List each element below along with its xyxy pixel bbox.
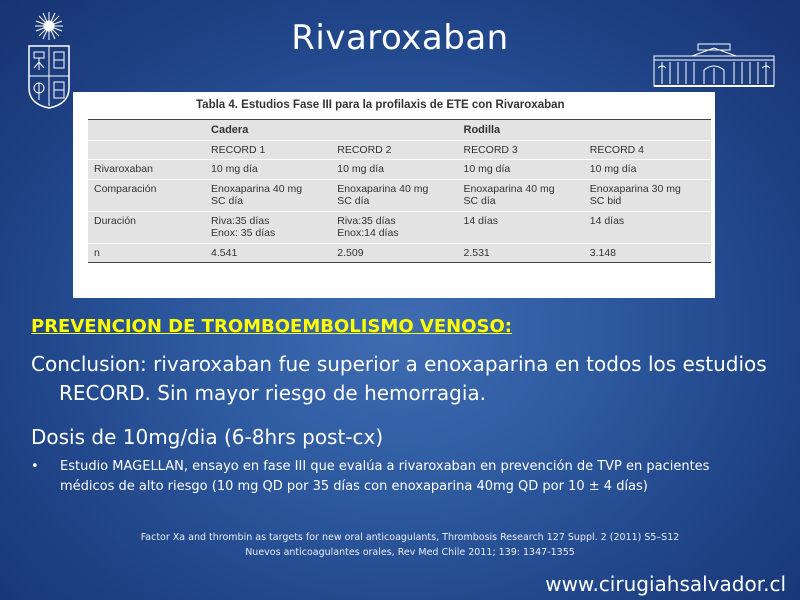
table-group-header-row [88, 120, 711, 140]
table-cell: Comparación [88, 179, 206, 211]
table-cell: Duración [88, 211, 206, 243]
table-header-cell: RECORD 4 [585, 140, 711, 160]
table-cell: Enoxaparina 40 mg SC día [459, 179, 585, 211]
table-header-cell [585, 120, 711, 140]
conclusion-text: Conclusion: rivaroxaban fue superior a enoxaparina en todos los estudios RECORD. Sin mayor riesgo de hemorragia. [31, 352, 767, 405]
table-cell: 4.541 [206, 243, 332, 263]
table-cell: 2.509 [332, 243, 458, 263]
table-cell: 10 mg día [585, 160, 711, 180]
table-header-cell: Cadera [211, 124, 249, 136]
table-cell: Enoxaparina 30 mg SC bid [585, 179, 711, 211]
table-header-cell: RECORD 3 [459, 140, 585, 160]
list-item [31, 457, 743, 497]
table-cell: Riva:35 días Enox:14 días [332, 211, 458, 243]
magellan-text: Estudio MAGELLAN, ensayo en fase III que evalúa a rivaroxaban en prevención de TVP en pacientes médicos de alto riesgo (10 mg QD por 35 días con enoxaparina 40mg QD por 10 ± 4 días) [60, 459, 710, 494]
bullet-marker: • [31, 459, 39, 474]
table-study-header-row [88, 140, 711, 160]
table-cell: 14 días [585, 211, 711, 243]
studies-table-figure [73, 92, 715, 298]
table-cell: 10 mg día [332, 160, 458, 180]
slide-title: Rivaroxaban [291, 18, 509, 58]
table-header-cell: RECORD 1 [206, 140, 332, 160]
table-row [88, 243, 711, 263]
reference-line: Factor Xa and thrombin as targets for new oral anticoagulants, Thrombosis Research 127 Suppl. 2 (2011) S5–S12 [140, 532, 680, 543]
table-header-cell [88, 140, 206, 160]
dose-text: Dosis de 10mg/dia (6-8hrs post-cx) [31, 425, 384, 449]
studies-table [88, 119, 711, 263]
table-header-cell: RECORD 2 [332, 140, 458, 160]
table-cell: n [88, 243, 206, 263]
table-row [88, 160, 711, 180]
references [60, 530, 760, 560]
website-url: www.cirugiahsalvador.cl [545, 572, 786, 596]
table-row [88, 179, 711, 211]
table-header-cell: Rodilla [463, 124, 501, 136]
table-header-cell [332, 120, 458, 140]
table-cell: Enoxaparina 40 mg SC día [206, 179, 332, 211]
table-caption: Tabla 4. Estudios Fase III para la profilaxis de ETE con Rivaroxaban [196, 99, 565, 111]
section-heading: PREVENCION DE TROMBOEMBOLISMO VENOSO: [31, 316, 512, 337]
table-cell: Riva:35 días Enox: 35 días [206, 211, 332, 243]
table-cell: Rivaroxaban [88, 160, 206, 180]
table-header-cell [88, 120, 206, 140]
table-cell: 3.148 [585, 243, 711, 263]
reference-line: Nuevos anticoagulantes orales, Rev Med Chile 2011; 139: 1347-1355 [245, 547, 575, 558]
table-cell: 10 mg día [206, 160, 332, 180]
table-cell: 10 mg día [459, 160, 585, 180]
table-cell: Enoxaparina 40 mg SC día [332, 179, 458, 211]
table-cell: 2.531 [459, 243, 585, 263]
table-cell: 14 días [459, 211, 585, 243]
table-row [88, 211, 711, 243]
